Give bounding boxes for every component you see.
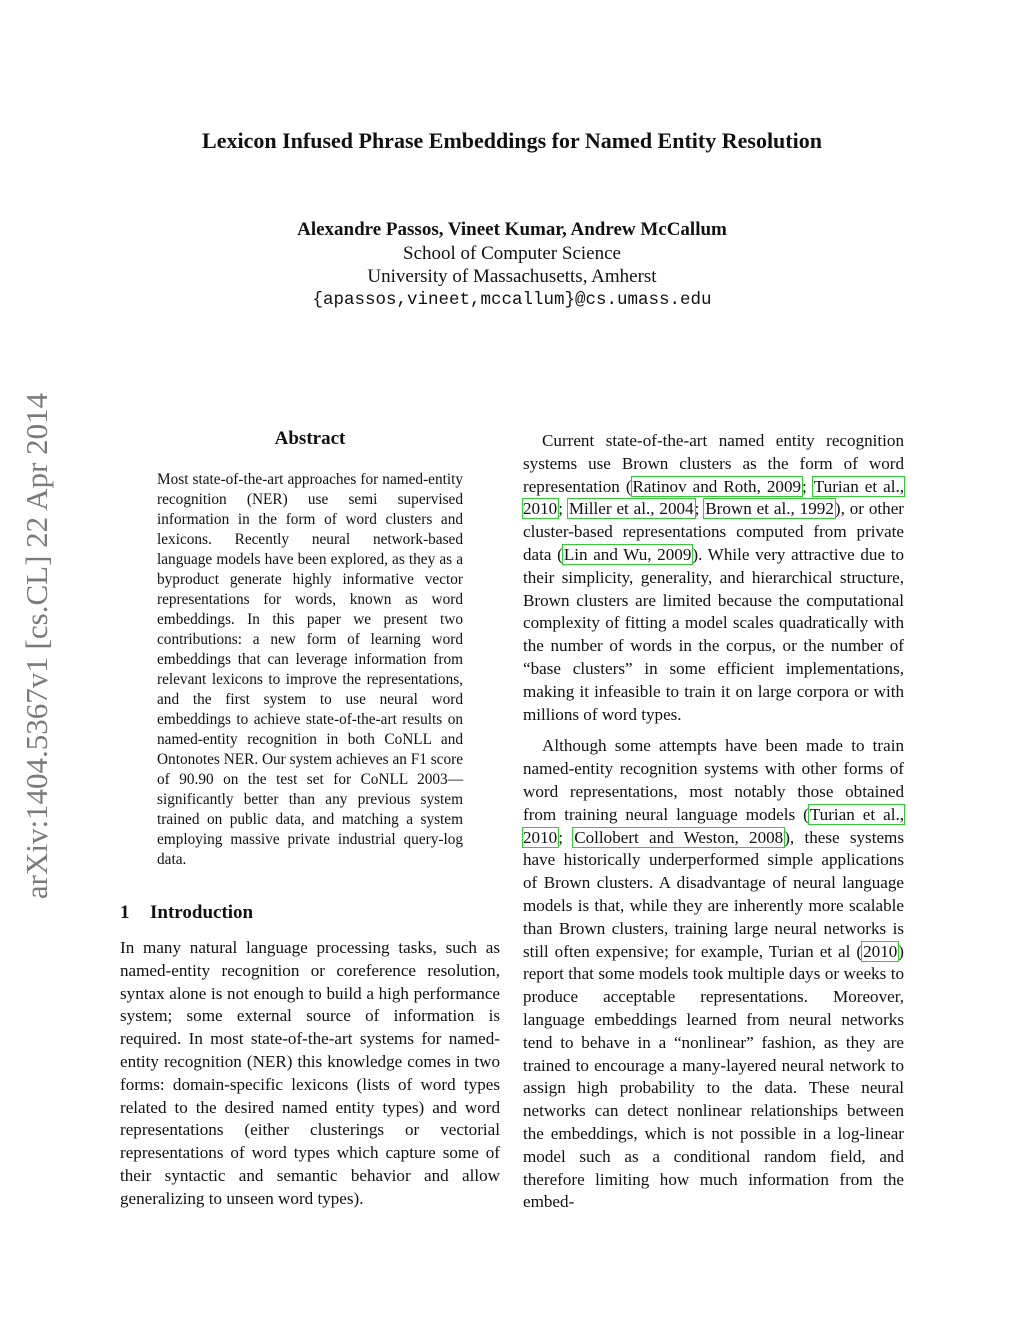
section-number: 1 bbox=[120, 902, 130, 923]
text-run: ; bbox=[694, 499, 705, 519]
text-run: Although some attempts have been made to train named-entity recognition systems with other forms of word representations, most notably those obtained from training neural language models ( bbox=[523, 736, 904, 824]
text-run: ; bbox=[802, 476, 813, 496]
abstract-body bbox=[157, 470, 463, 870]
citation-link[interactable]: Ratinov and Roth, 2009 bbox=[632, 476, 802, 496]
intro-paragraph: In many natural language processing tasks, such as named-entity recognition or coreference resolution, syntax alone is not enough to build a high performance system; some external source of information is required. In most state-of-the-art systems for named-entity recognition (NER) this knowledge comes in two forms: domain-specific lexicons (lists of word types related to the desired named entity types) and word representations (either clusterings or vectorial representations of word types which capture some of their syntactic and semantic behavior and allow generalizing to unseen word types). bbox=[120, 938, 500, 1208]
abstract-heading: Abstract bbox=[274, 428, 346, 449]
right-paragraph-2 bbox=[523, 735, 904, 1214]
right-column-body bbox=[523, 430, 904, 1214]
citation-link[interactable]: Turian et al., 2010 bbox=[523, 476, 904, 519]
citation-link[interactable]: Brown et al., 1992 bbox=[705, 499, 834, 519]
text-run: ) report that some models took multiple days or weeks to produce acceptable representations. Moreover, language embeddings learned from neural networks tend to behave in a “nonlinear” fashion, as they are trained to encourage a many-layered neural network to assign high probability to the data. These neural networks can detect nonlinear relationships between the embeddings, which is not possible in a log-linear model such as a conditional random field, and therefore limiting how much information from the embed- bbox=[523, 941, 904, 1212]
abstract-text: Most state-of-the-art approaches for named-entity recognition (NER) use semi supervised information in the form of word clusters and lexicons. Recently neural network-based language models have been explored, as they as a byproduct generate highly informative vector representations for words, known as word embeddings. In this paper we present two contributions: a new form of learning word embeddings that can leverage information from relevant lexicons to improve the representations, and the first system to use neural word embeddings to achieve state-of-the-art results on named-entity recognition in both CoNLL and Ontonotes NER. Our system achieves an F1 score of 90.90 on the test set for CoNLL 2003—significantly better than any previous system trained on public data, and matching a system employing massive private industrial query-log data. bbox=[157, 471, 463, 868]
text-run: Current state-of-the-art named entity recognition systems use Brown clusters as the form of word representation ( bbox=[523, 431, 904, 496]
text-run: ). While very attractive due to their simplicity, generality, and hierarchical structure, Brown clusters are limited because the computational complexity of fitting a model scales quadratically with the number of words in the corpus, or the number of “base clusters” in some efficient implementations, making it infeasible to train it on large corpora or with millions of word types. bbox=[523, 544, 905, 724]
text-run: ), these systems have historically underperformed simple applications of Brown clusters. A disadvantage of neural language models is that, while they are inherently more scalable than Brown clusters, training large neural networks is still often expensive; for example, Turian et al ( bbox=[523, 827, 904, 961]
citation-link[interactable]: Turian et al., 2010 bbox=[523, 804, 904, 847]
text-run: ), or other cluster-based representations computed from private data ( bbox=[523, 499, 904, 564]
right-paragraph-1 bbox=[523, 430, 904, 726]
author-names: Alexandre Passos, Vineet Kumar, Andrew McCallum bbox=[297, 219, 727, 240]
author-block bbox=[0, 218, 1024, 312]
text-run: ; bbox=[558, 827, 574, 847]
affiliation-school: School of Computer Science bbox=[403, 242, 621, 264]
citation-link[interactable]: Collobert and Weston, 2008 bbox=[574, 827, 784, 847]
affiliation-university: University of Massachusetts, Amherst bbox=[367, 266, 657, 287]
left-column-body bbox=[120, 937, 500, 1211]
arxiv-stamp bbox=[19, 362, 54, 930]
text-run: ; bbox=[558, 499, 568, 519]
author-emails: {apassos,vineet,mccallum}@cs.umass.edu bbox=[312, 289, 712, 310]
citation-link[interactable]: 2010 bbox=[863, 941, 898, 961]
citation-link[interactable]: Lin and Wu, 2009 bbox=[563, 544, 692, 564]
arxiv-stamp-text: arXiv:1404.5367v1 [cs.CL] 22 Apr 2014 bbox=[19, 392, 54, 900]
citation-link[interactable]: Miller et al., 2004 bbox=[568, 499, 694, 519]
section-title: Introduction bbox=[150, 902, 254, 923]
section-heading bbox=[120, 902, 253, 924]
paper-title: Lexicon Infused Phrase Embeddings for Named Entity Resolution bbox=[202, 128, 822, 153]
